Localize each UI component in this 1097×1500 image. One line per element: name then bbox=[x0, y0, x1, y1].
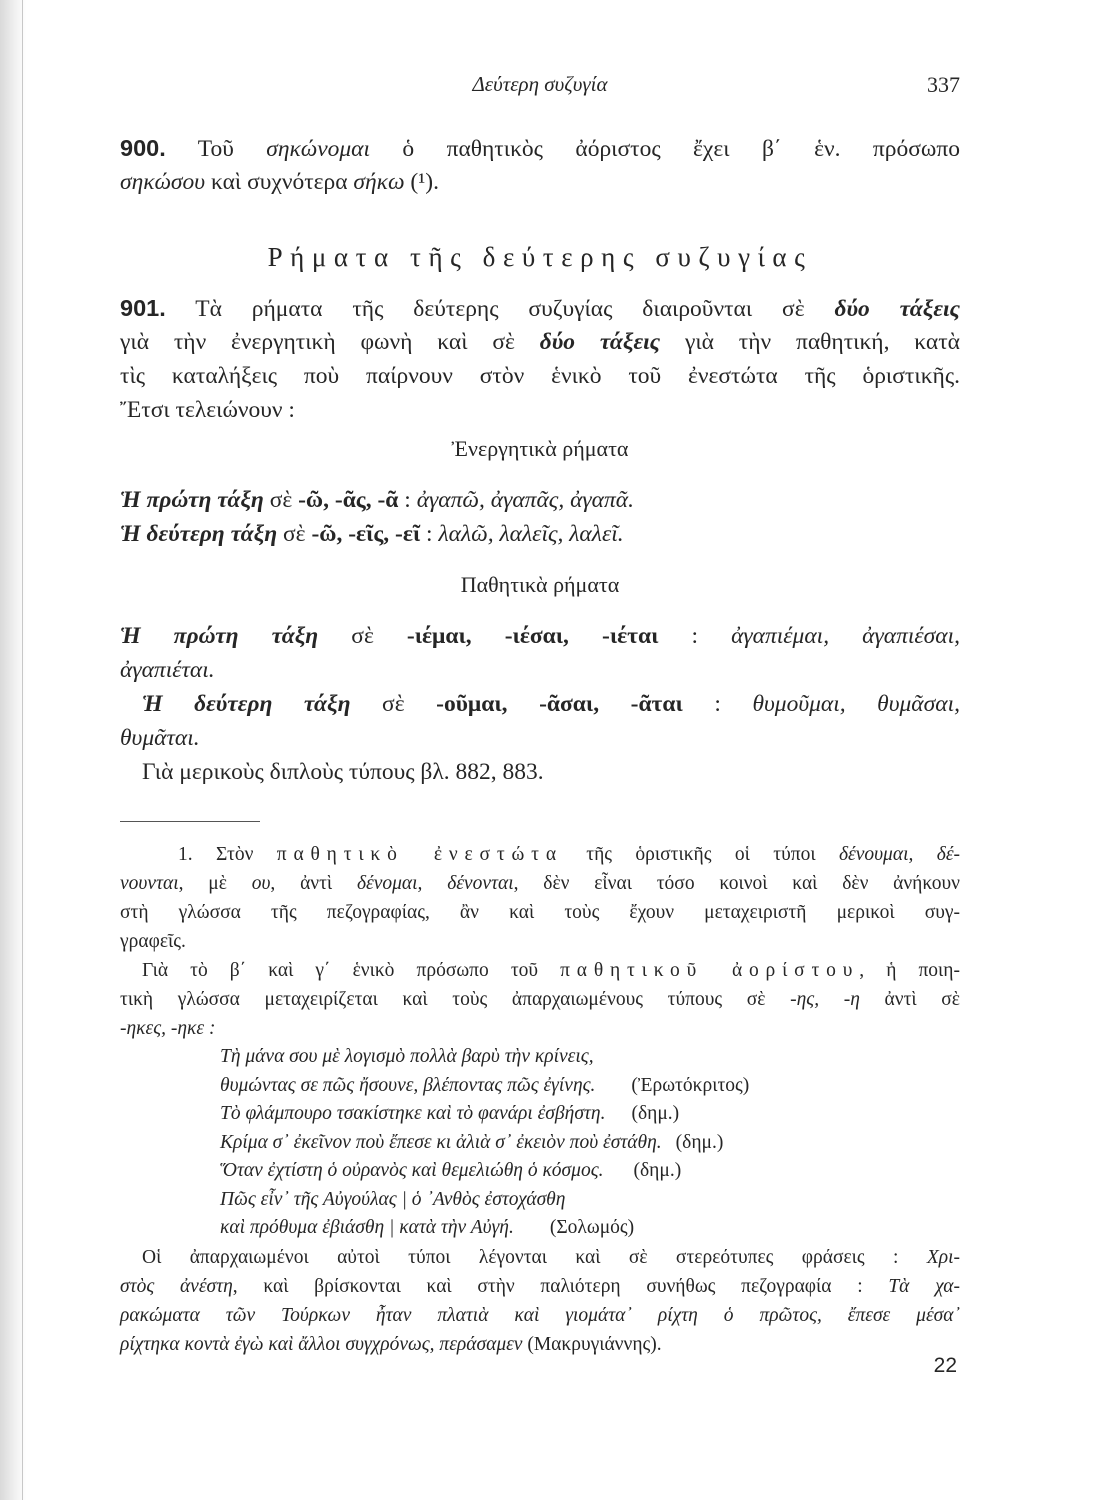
poem-text: Τὴ μάνα σου μὲ λογισμὸ πολλὰ βαρὺ τὴν κρίνεις, bbox=[220, 1046, 594, 1067]
italic-term: στὸς ἀνέστη bbox=[120, 1275, 233, 1297]
passive-verbs-heading: Παθητικὰ ρήματα bbox=[460, 572, 620, 597]
text-span: , μὲ bbox=[178, 873, 252, 894]
italic-term: -ης, -η bbox=[790, 989, 860, 1010]
poem-source: (Σολωμός) bbox=[549, 1217, 635, 1238]
class-label: Ἡ πρώτη τάξη bbox=[120, 487, 264, 513]
poem-quotes bbox=[120, 1043, 960, 1243]
para-901-line-1 bbox=[120, 291, 960, 325]
footnote-ref: (¹). bbox=[404, 169, 439, 195]
endings: -ῶ, -ᾶς, -ᾶ bbox=[298, 487, 399, 513]
endings: -ιέμαι, -ιέσαι, -ιέται bbox=[406, 623, 659, 649]
text-span: Γιὰ τὸ β΄ καὶ γ΄ ἑνικὸ πρόσωπο τοῦ bbox=[142, 960, 561, 981]
text-span: : bbox=[658, 623, 732, 649]
poem-source: (δημ.) bbox=[675, 1131, 724, 1153]
poem-line-1 bbox=[220, 1043, 960, 1072]
text-span: Οἱ ἀπαρχαιωμένοι αὐτοὶ τύποι λέγονται καὶ σὲ στερεότυπες φράσεις : bbox=[142, 1246, 927, 1268]
footnote-p2-line-1 bbox=[120, 956, 960, 985]
example-forms: ἀγαπῶ, ἀγαπᾶς, ἀγαπᾶ. bbox=[416, 487, 634, 513]
italic-term: ρίχτηκα κοντὰ ἐγὼ καὶ ἄλλοι συγχρόνως, περάσαμεν bbox=[120, 1333, 523, 1355]
footnote-1-line-3: στὴ γλώσσα τῆς πεζογραφίας, ἂν καὶ τοὺς ἔχουν μεταχειριστῆ μερικοὶ συγ- bbox=[120, 902, 960, 923]
text-span: σὲ bbox=[350, 691, 437, 717]
running-head bbox=[120, 70, 960, 100]
text-span: : bbox=[682, 691, 753, 717]
footnote-p3-line-3: ρακώματα τῶν Τούρκων ἦταν πλατιὰ καὶ γιομάτα᾽ ρίχτη ὁ πρῶτος, ἔπεσε μέσα᾽ bbox=[120, 1304, 960, 1326]
text-span: σὲ bbox=[318, 623, 407, 649]
footnote-p3-line-4 bbox=[120, 1330, 960, 1359]
example-forms: ἀγαπιέται. bbox=[120, 657, 215, 683]
passive-row-2-cont bbox=[120, 721, 960, 755]
text-span: γιὰ τὴν παθητική, κατὰ bbox=[660, 329, 960, 355]
page-body bbox=[120, 131, 960, 1359]
passive-note: Γιὰ μερικοὺς διπλοὺς τύπους βλ. 882, 883. bbox=[142, 759, 544, 785]
para-901-line-4: Ἔτσι τελειώνουν : bbox=[120, 397, 295, 423]
italic-term: δένουμαι, δέ- bbox=[838, 844, 960, 865]
text-span: , δὲν εἶναι τόσο κοινοὶ καὶ δὲν ἀνήκουν bbox=[513, 873, 960, 894]
text-span: Τοῦ bbox=[165, 136, 267, 162]
spaced-term: παθητικοῦ ἀορίστου bbox=[560, 960, 860, 981]
poem-source: (Ἐρωτόκριτος) bbox=[631, 1074, 750, 1096]
signature-mark: 22 bbox=[933, 1354, 957, 1377]
passive-row-1-cont bbox=[120, 653, 960, 687]
text-span: σὲ bbox=[263, 487, 299, 513]
italic-term: σηκώνομαι bbox=[266, 136, 371, 162]
active-verbs-heading: Ἐνεργητικὰ ρήματα bbox=[451, 436, 629, 461]
footnote-rule bbox=[120, 821, 260, 822]
active-row-1 bbox=[120, 483, 960, 517]
italic-term: νουνται bbox=[120, 873, 179, 894]
para-901-number: 901. bbox=[120, 295, 166, 321]
poem-line-3 bbox=[220, 1100, 960, 1129]
passive-row-1 bbox=[120, 619, 960, 653]
italic-term: σηκώσου bbox=[120, 169, 206, 195]
italic-term: Τὰ χα- bbox=[888, 1275, 960, 1297]
example-forms: λαλῶ, λαλεῖς, λαλεῖ. bbox=[438, 521, 624, 547]
para-901-line-3: τὶς καταλήξεις ποὺ παίρνουν στὸν ἑνικὸ τοῦ ἐνεστώτα τῆς ὁριστικῆς. bbox=[120, 363, 960, 389]
example-forms: ἀγαπιέμαι, ἀγαπιέσαι, bbox=[731, 623, 960, 649]
bold-italic-term: δύο τάξεις bbox=[539, 329, 661, 355]
poem-source: (δημ.) bbox=[633, 1160, 682, 1181]
italic-term: σήκω bbox=[353, 169, 405, 195]
para-900-line-2 bbox=[120, 165, 960, 199]
poem-line-2 bbox=[220, 1072, 960, 1101]
footnote-1-line-1 bbox=[120, 840, 960, 869]
poem-line-6 bbox=[220, 1186, 960, 1215]
page-number: 337 bbox=[927, 72, 960, 97]
para-900-number: 900. bbox=[120, 135, 166, 161]
poem-line-7 bbox=[220, 1214, 960, 1243]
passive-row-2 bbox=[120, 687, 960, 721]
poem-source: (δημ.) bbox=[631, 1103, 680, 1124]
text-span: (Μακρυγιάννης). bbox=[522, 1333, 662, 1355]
class-label: Ἡ πρώτη τάξη bbox=[120, 623, 319, 649]
para-900-line-1 bbox=[120, 131, 960, 165]
text-span: : bbox=[420, 521, 439, 547]
text-span: 1. Στὸν bbox=[178, 844, 277, 865]
footnote-p3-line-1 bbox=[120, 1243, 960, 1272]
para-901-line-2 bbox=[120, 325, 960, 359]
text-span: ἀντὶ σὲ bbox=[859, 989, 960, 1010]
poem-text: καὶ πρόθυμα ἐβιάσθη | κατὰ τὴν Αὐγή. bbox=[220, 1217, 514, 1238]
poem-line-4 bbox=[220, 1129, 960, 1158]
class-label: Ἡ δεύτερη τάξη bbox=[142, 691, 351, 717]
text-span: ὁ παθητικὸς ἀόριστος ἔχει β΄ ἑν. πρόσωπο bbox=[370, 136, 960, 162]
text-span: , ἀντὶ bbox=[270, 873, 357, 894]
page-gutter-line bbox=[22, 0, 23, 1500]
italic-term: δένομαι, δένονται bbox=[356, 873, 514, 894]
text-span: : bbox=[398, 487, 417, 513]
running-head-title: Δεύτερη συζυγία bbox=[472, 72, 608, 96]
text-span: , ἡ ποιη- bbox=[859, 960, 960, 981]
italic-term: Χρι- bbox=[926, 1246, 960, 1268]
poem-text: Ὅταν ἐχτίστη ὁ οὐρανὸς καὶ θεμελιώθη ὁ κόσμος. bbox=[220, 1160, 604, 1181]
class-label: Ἡ δεύτερη τάξη bbox=[120, 521, 278, 547]
section-title: Ρήματα τῆς δεύτερης συζυγίας bbox=[267, 242, 813, 272]
footnote-p2-line-3: -ηκες, -ηκε : bbox=[120, 1018, 216, 1039]
bold-italic-term: δύο τάξεις bbox=[834, 296, 960, 322]
endings: -οῦμαι, -ᾶσαι, -ᾶται bbox=[436, 691, 683, 717]
footnote-1-line-4: γραφεῖς. bbox=[120, 931, 186, 952]
poem-line-5 bbox=[220, 1157, 960, 1186]
text-span: καὶ συχνότερα bbox=[205, 169, 354, 195]
text-span: σὲ bbox=[277, 521, 312, 547]
active-row-2 bbox=[120, 517, 960, 551]
poem-text: Πῶς εἶν᾽ τῆς Αὐγούλας | ὁ ᾽Ανθὸς ἐστοχάσθη bbox=[220, 1188, 566, 1210]
text-span: τῆς ὁριστικῆς οἱ τύποι bbox=[562, 844, 839, 865]
spaced-term: παθητικὸ ἐνεστώτα bbox=[276, 844, 563, 865]
poem-text: Κρίμα σ᾽ ἐκεῖνον ποὺ ἔπεσε κι ἀλιὰ σ᾽ ἐκειὸν ποὺ ἐστάθη. bbox=[220, 1131, 662, 1153]
example-forms: θυμᾶται. bbox=[120, 725, 200, 751]
text-span: Τὰ ρήματα τῆς δεύτερης συζυγίας διαιροῦνται σὲ bbox=[165, 296, 835, 322]
endings: -ῶ, -εῖς, -εῖ bbox=[311, 521, 421, 547]
poem-text: θυμώντας σε πῶς ἤσουνε, βλέποντας πῶς ἐγίνης. bbox=[220, 1074, 596, 1096]
footnote-1-line-2 bbox=[120, 869, 960, 898]
text-span: γιὰ τὴν ἐνεργητικὴ φωνὴ καὶ σὲ bbox=[120, 329, 540, 355]
footnotes bbox=[120, 840, 960, 1359]
text-span: , καὶ βρίσκονται καὶ στὴν παλιότερη συνήθως πεζογραφία : bbox=[232, 1275, 889, 1297]
example-forms: θυμοῦμαι, θυμᾶσαι, bbox=[752, 691, 960, 717]
poem-text: Τὸ φλάμπουρο τσακίστηκε καὶ τὸ φανάρι ἐσβήστη. bbox=[220, 1103, 606, 1124]
footnote-p2-line-2 bbox=[120, 985, 960, 1014]
text-span: τικὴ γλώσσα μεταχειρίζεται καὶ τοὺς ἀπαρχαιωμένους τύπους σὲ bbox=[120, 989, 791, 1010]
italic-term: ου bbox=[251, 873, 271, 894]
footnote-p3-line-2 bbox=[120, 1272, 960, 1301]
